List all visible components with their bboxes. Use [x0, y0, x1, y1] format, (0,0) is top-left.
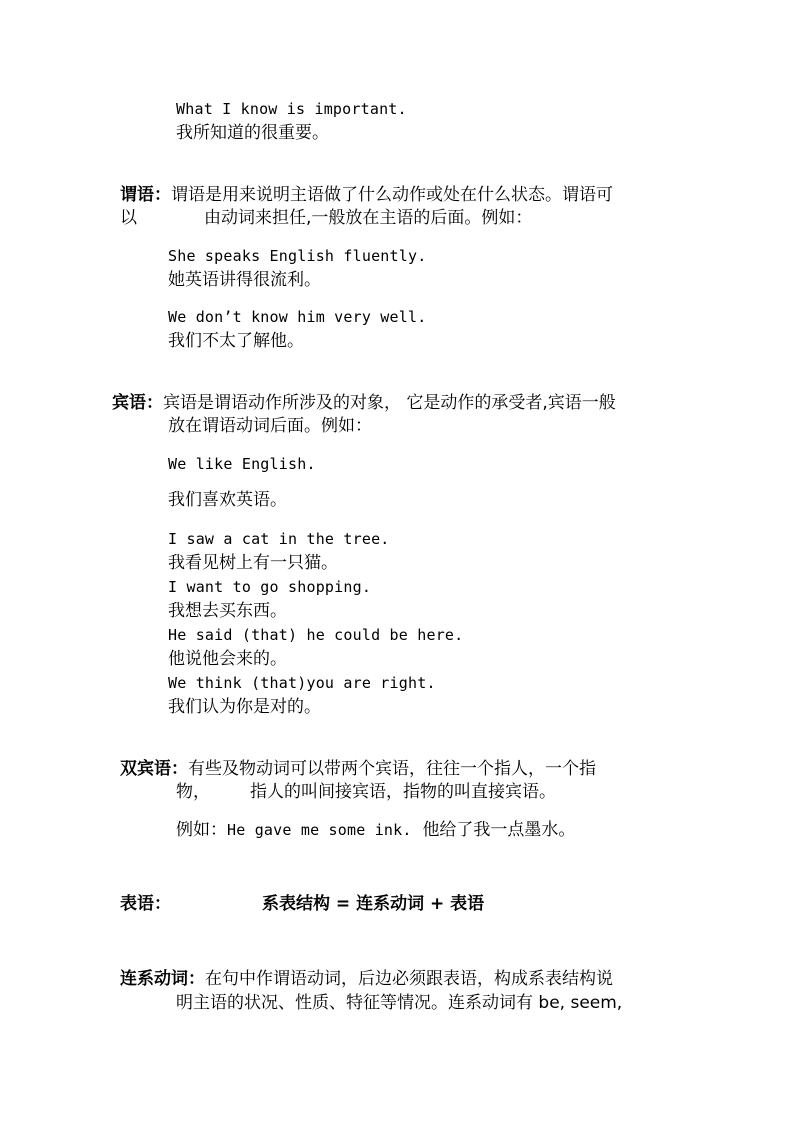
- object-example-4-zh: 他说他会来的。: [168, 649, 287, 669]
- double-object-line1: 有些及物动词可以带两个宾语，往往一个指人，一个指: [188, 759, 596, 779]
- predicate-line1: 谓语是用来说明主语做了什么动作或处在什么状态。谓语可: [171, 185, 613, 205]
- object-example-1-zh: 我们喜欢英语。: [168, 490, 287, 510]
- subject-example-en: What I know is important.: [176, 100, 407, 118]
- object-example-4-en: He said (that) he could be here.: [168, 626, 464, 644]
- object-definition: [112, 392, 616, 414]
- linking-verb-term: 连系动词：: [120, 969, 205, 989]
- predicate-definition: [120, 184, 613, 206]
- predicative-term: 表语：: [120, 894, 171, 914]
- double-object-line2b: 指人的叫间接宾语，指物的叫直接宾语。: [250, 782, 556, 802]
- object-line1: 宾语是谓语动作所涉及的对象， 它是动作的承受者,宾语一般: [163, 393, 616, 413]
- predicative-formula: 系表结构 = 连系动词 + 表语: [262, 894, 485, 914]
- predicate-term: 谓语：: [120, 185, 171, 205]
- object-example-3-zh: 我想去买东西。: [168, 601, 287, 621]
- double-object-example: [176, 819, 575, 841]
- predicate-example-1-zh: 她英语讲得很流利。: [168, 270, 321, 290]
- double-object-example-en: He gave me some ink.: [227, 821, 412, 839]
- object-example-5-zh: 我们认为你是对的。: [168, 697, 321, 717]
- double-object-term: 双宾语：: [120, 759, 188, 779]
- double-object-line2a: 物，: [176, 782, 210, 802]
- subject-example-zh: 我所知道的很重要。: [176, 123, 329, 143]
- linking-verb-line1: 在句中作谓语动词，后边必须跟表语，构成系表结构说: [205, 969, 613, 989]
- object-example-2-zh: 我看见树上有一只猫。: [168, 553, 338, 573]
- object-line2: 放在谓语动词后面。例如：: [168, 416, 372, 436]
- double-object-example-zh: 他给了我一点墨水。: [422, 820, 576, 840]
- predicate-example-2-en: We don’t know him very well.: [168, 308, 427, 326]
- object-example-5-en: We think (that)you are right.: [168, 674, 436, 692]
- object-example-1-en: We like English.: [168, 455, 316, 473]
- object-term: 宾语：: [112, 393, 163, 413]
- predicate-example-2-zh: 我们不太了解他。: [168, 331, 304, 351]
- predicate-example-1-en: She speaks English fluently.: [168, 247, 427, 265]
- predicate-line2a: 以: [120, 208, 137, 228]
- linking-verb-definition: [120, 968, 613, 990]
- linking-verb-line2: 明主语的状况、性质、特征等情况。连系动词有 be, seem,: [176, 993, 623, 1013]
- double-object-example-prefix: 例如：: [176, 820, 227, 840]
- object-example-2-en: I saw a cat in the tree.: [168, 530, 390, 548]
- double-object-definition: [120, 758, 596, 780]
- object-example-3-en: I want to go shopping.: [168, 578, 372, 596]
- predicate-line2b: 由动词来担任,一般放在主语的后面。例如：: [204, 208, 533, 228]
